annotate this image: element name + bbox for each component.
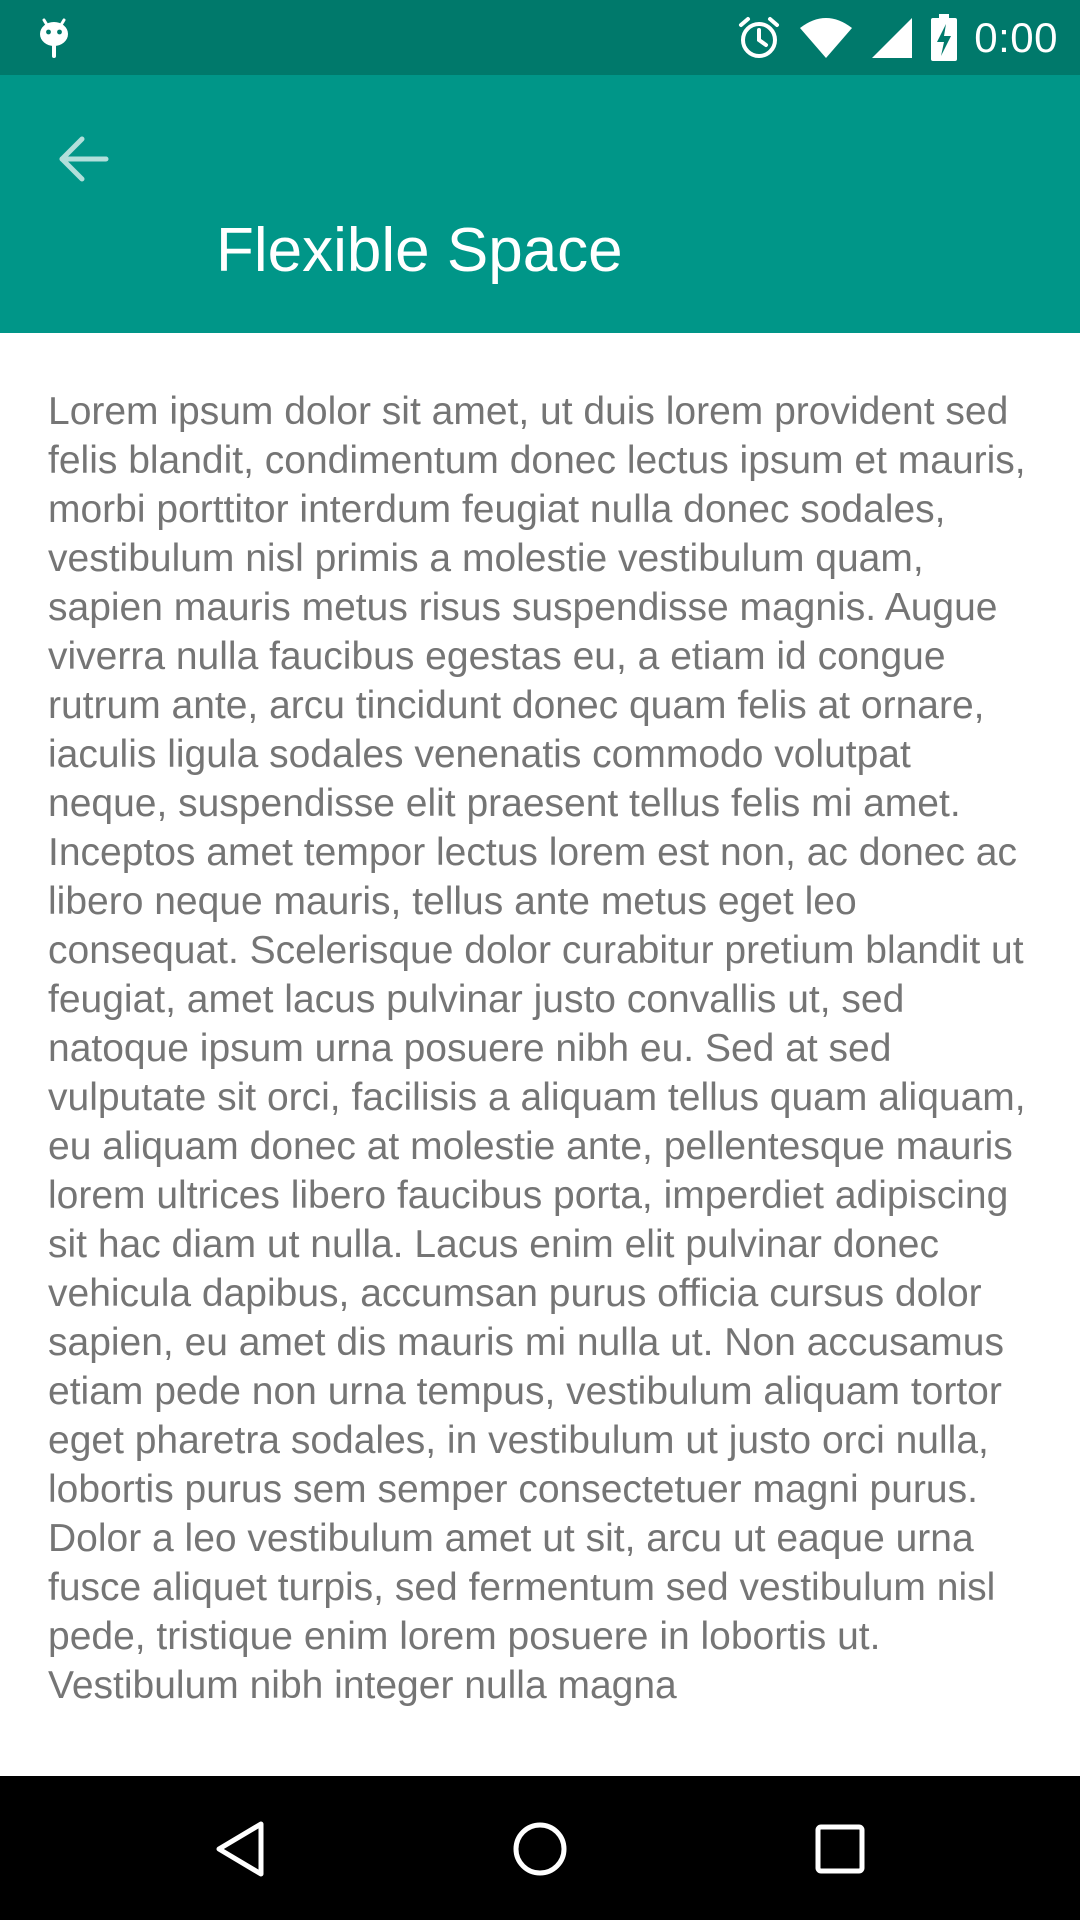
flexible-space-toolbar [0,75,1080,333]
cell-signal-icon [870,16,914,60]
body-text: Lorem ipsum dolor sit amet, ut duis lorem provident sed felis blandit, condimentum donec lectus ipsum et mauris, morbi porttitor interdum feugiat nulla donec sodales, vestibulum nisl primis a molestie vestibulum quam, sapien mauris metus risus suspendisse magnis. Augue viverra nulla faucibus egestas eu, a etiam id congue rutrum ante, arcu tincidunt donec quam felis at ornare, iaculis ligula sodales venenatis commodo volutpat neque, suspendisse elit praesent tellus felis mi amet. Inceptos amet tempor lectus lorem est non, ac donec ac libero neque mauris, tellus ante metus eget leo consequat. Scelerisque dolor curabitur pretium blandit ut feugiat, amet lacus pulvinar justo convallis ut, sed natoque ipsum urna posuere nibh eu. Sed at sed vulputate sit orci, facilisis a aliquam tellus quam aliquam, eu aliquam donec at molestie ante, pellentesque mauris lorem ultrices libero faucibus porta, imperdiet adipiscing sit hac diam ut nulla. Lacus enim elit pulvinar donec vehicula dapibus, accumsan purus officia cursus dolor sapien, eu amet dis mauris mi nulla ut. Non accusamus etiam pede non urna tempus, vestibulum aliquam tortor eget pharetra sodales, in vestibulum ut justo orci nulla, lobortis purus sem semper consectetuer magni purus. Dolor a leo vestibulum amet ut sit, arcu ut eaque urna fusce aliquet turpis, sed fermentum sed vestibulum nisl pede, tristique enim lorem posuere in lobortis ut. Vestibulum nibh integer nulla magna [48,390,1026,1707]
status-bar [0,0,1080,75]
alarm-icon [736,15,782,61]
status-icons [736,0,1058,75]
battery-charging-icon [930,14,958,62]
home-circle-icon[interactable] [505,1814,575,1884]
wifi-icon [798,16,854,60]
status-time: 0:00 [974,13,1058,61]
page-title: Flexible Space [216,216,623,285]
recents-square-icon[interactable] [805,1814,875,1884]
back-triangle-icon[interactable] [205,1814,275,1884]
scroll-content[interactable] [0,333,1080,1776]
navigation-bar [0,1776,1080,1920]
arrow-back-icon[interactable] [52,127,116,191]
android-debug-icon [36,14,72,62]
